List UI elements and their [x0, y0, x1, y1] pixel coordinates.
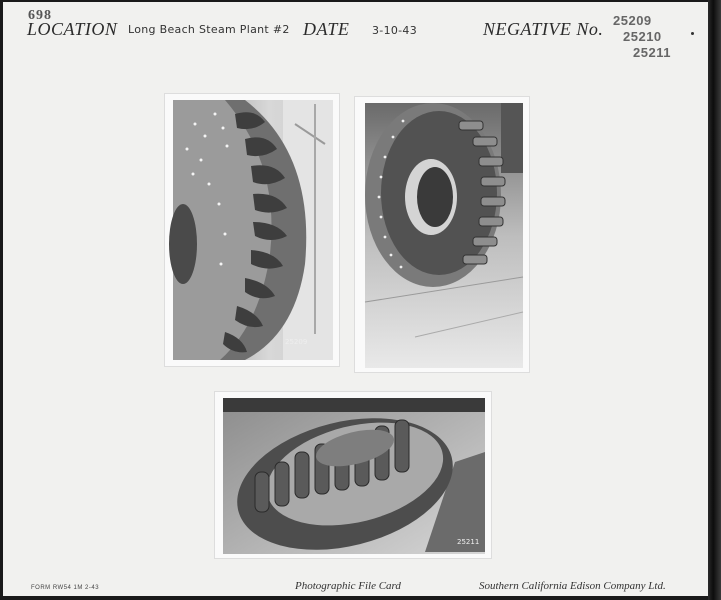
footer-company: Southern California Edison Company Ltd.	[479, 580, 666, 592]
date-label: DATE	[303, 19, 350, 39]
photo-rotor-closeup	[165, 94, 339, 366]
location-label: LOCATION	[27, 19, 118, 39]
location-value: Long Beach Steam Plant #2	[128, 23, 290, 36]
file-number: 698	[28, 8, 52, 23]
date-value: 3-10-43	[372, 24, 418, 37]
photo-rotor-wheel	[355, 97, 529, 372]
photo-rotor-wheel-image	[355, 97, 529, 372]
photo-3-caption: 25211	[457, 538, 480, 546]
negative-number-2: 25210	[623, 29, 662, 44]
negative-label: NEGATIVE No.	[483, 19, 604, 39]
photo-rotor-closeup-image	[165, 94, 339, 366]
form-code: FORM RW54 1M 2-43	[31, 585, 100, 591]
ink-dot	[691, 32, 694, 35]
photographic-file-card	[3, 2, 708, 596]
photo-1-caption: 25209	[285, 338, 308, 346]
scan-edge	[708, 0, 721, 600]
photo-rotor-tilted-image	[215, 392, 491, 558]
negative-number-3: 25211	[633, 45, 671, 60]
footer-card-title: Photographic File Card	[295, 580, 401, 592]
negative-number-1: 25209	[613, 13, 652, 28]
photo-rotor-tilted	[215, 392, 491, 558]
